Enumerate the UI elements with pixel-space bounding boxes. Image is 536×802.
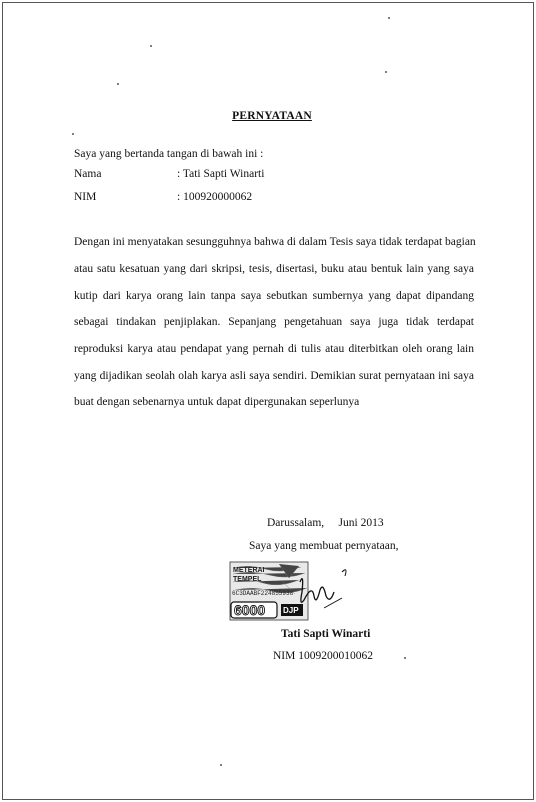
scan-speck <box>117 83 119 85</box>
svg-text:TEMPEL: TEMPEL <box>233 576 262 583</box>
paragraph-line: Dengan ini menyatakan sesungguhnya bahwa di dalam Tesis saya tidak terdapat bagian <box>74 236 476 248</box>
signature <box>290 562 360 622</box>
signer-nim: NIM 1009200010062 <box>273 650 373 662</box>
scan-speck <box>150 45 152 47</box>
paragraph-line: atau satu kesatuan yang dari skripsi, tesis, disertasi, buku atau bentuk lain yang saya <box>74 263 474 275</box>
paragraph-line: yang dijadikan seolah olah karya asli saya sendiri. Demikian surat pernyataan ini saya <box>74 370 474 382</box>
stamp-code: 6C3DAABF224855938 <box>232 590 294 597</box>
paragraph-line: kutip dari karya orang lain tanpa saya sebutkan sumbernya yang dapat dipandang <box>74 290 474 302</box>
stamp-top-text: METERAI <box>233 567 265 574</box>
paragraph-line: buat dengan sebenarnya untuk dapat dipergunakan seperlunya <box>74 396 360 408</box>
place-date: Darussalam, Juni 2013 <box>267 517 384 529</box>
scan-speck <box>404 657 406 659</box>
intro-line: Saya yang bertanda tangan di bawah ini : <box>74 148 264 160</box>
paragraph-line: reproduksi karya atau pendapat yang pernah di tulis atau diterbitkan oleh orang lain <box>74 343 474 355</box>
scan-speck <box>385 71 387 73</box>
scan-speck <box>388 17 390 19</box>
paragraph-line: sebagai tindakan penjiplakan. Sepanjang pengetahuan saya juga tidak terdapat <box>74 316 474 328</box>
signer-intro: Saya yang membuat pernyataan, <box>249 540 399 552</box>
signer-name: Tati Sapti Winarti <box>281 628 371 640</box>
stamp-amount: 6000 <box>234 602 266 618</box>
nim-value: : 100920000062 <box>177 191 253 203</box>
document-title: PERNYATAAN <box>232 110 312 122</box>
scan-speck <box>72 133 74 135</box>
stamp-issuer: DJP <box>283 606 299 615</box>
name-label: Nama <box>74 168 102 180</box>
scan-speck <box>220 764 222 766</box>
name-value: : Tati Sapti Winarti <box>177 168 265 180</box>
nim-label: NIM <box>74 191 97 203</box>
